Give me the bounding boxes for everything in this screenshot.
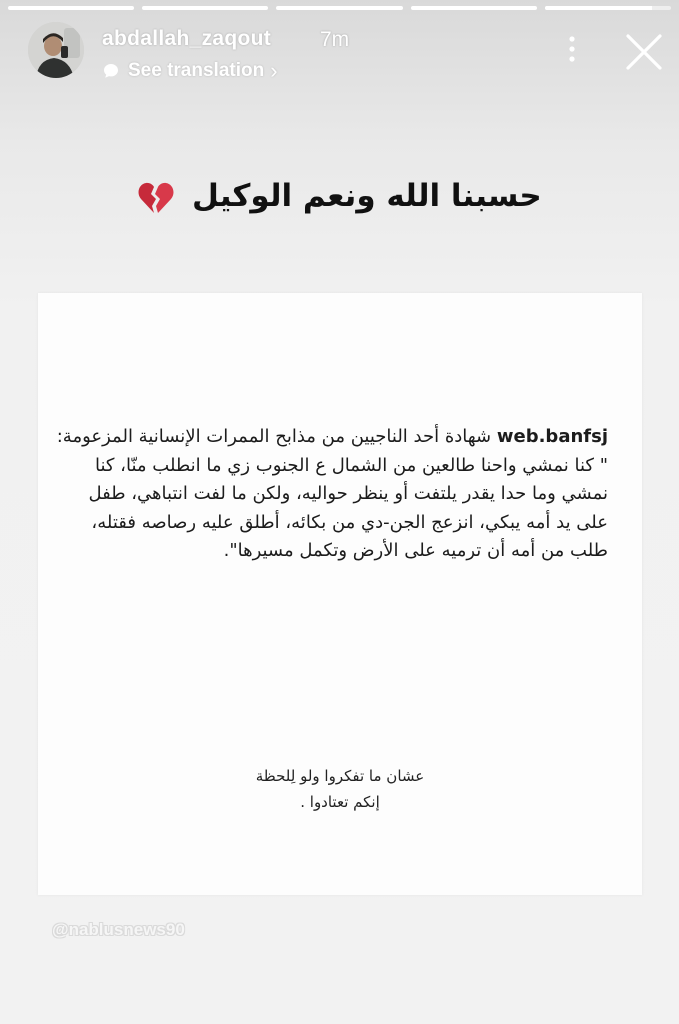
post-time: 7m <box>320 28 350 51</box>
progress-segment <box>276 6 402 10</box>
more-options-icon[interactable] <box>558 34 586 64</box>
closing-note <box>38 763 642 815</box>
progress-segment <box>411 6 537 10</box>
story-header <box>28 22 667 82</box>
progress-fill <box>411 6 537 10</box>
progress-segment <box>545 6 671 10</box>
progress-segment <box>8 6 134 10</box>
caption-text: حسبنا الله ونعم الوكيل <box>192 178 542 214</box>
progress-segment <box>142 6 268 10</box>
story-progress-bar <box>8 6 671 10</box>
username[interactable]: abdallah_zaqout <box>102 27 272 50</box>
note-line-2: إنكم تعتادوا . <box>300 793 380 811</box>
testimony-text <box>52 423 608 566</box>
progress-fill <box>276 6 402 10</box>
progress-fill <box>8 6 134 10</box>
source-tag: web.banfsj <box>496 426 608 447</box>
quote-body: شهادة أحد الناجيين من مذابح الممرات الإنسانية المزعومة: " كنا نمشي واحنا طالعين من الشمال ع الجنوب زي ما انطلب منّا، كنا نمشي وما حدا يقدر يلتفت أو ينظر حواليه، ولكن ما لفت انتباهي، طفل على يد أمه يبكي، انزعج الجن-دي من بكائه، أطلق عليه رصاصه فقتله، طلب من أمه أن ترميه على الأرض وتكمل مسيرها". <box>56 426 608 561</box>
avatar[interactable] <box>28 22 84 78</box>
story-caption <box>0 178 679 215</box>
progress-fill <box>545 6 652 10</box>
watermark: @nablusnews90 <box>52 920 185 939</box>
see-translation-button[interactable] <box>102 58 278 84</box>
chevron-right-icon: › <box>270 58 278 83</box>
close-icon[interactable] <box>624 32 664 72</box>
broken-heart-icon <box>137 181 175 215</box>
post-image-card <box>38 293 642 895</box>
avatar-image <box>28 22 84 78</box>
progress-fill <box>142 6 268 10</box>
note-line-1: عشان ما تفكروا ولو لِلحظة <box>255 767 425 785</box>
see-translation-label: See translation <box>128 60 265 81</box>
translation-bubble-icon <box>102 62 120 80</box>
